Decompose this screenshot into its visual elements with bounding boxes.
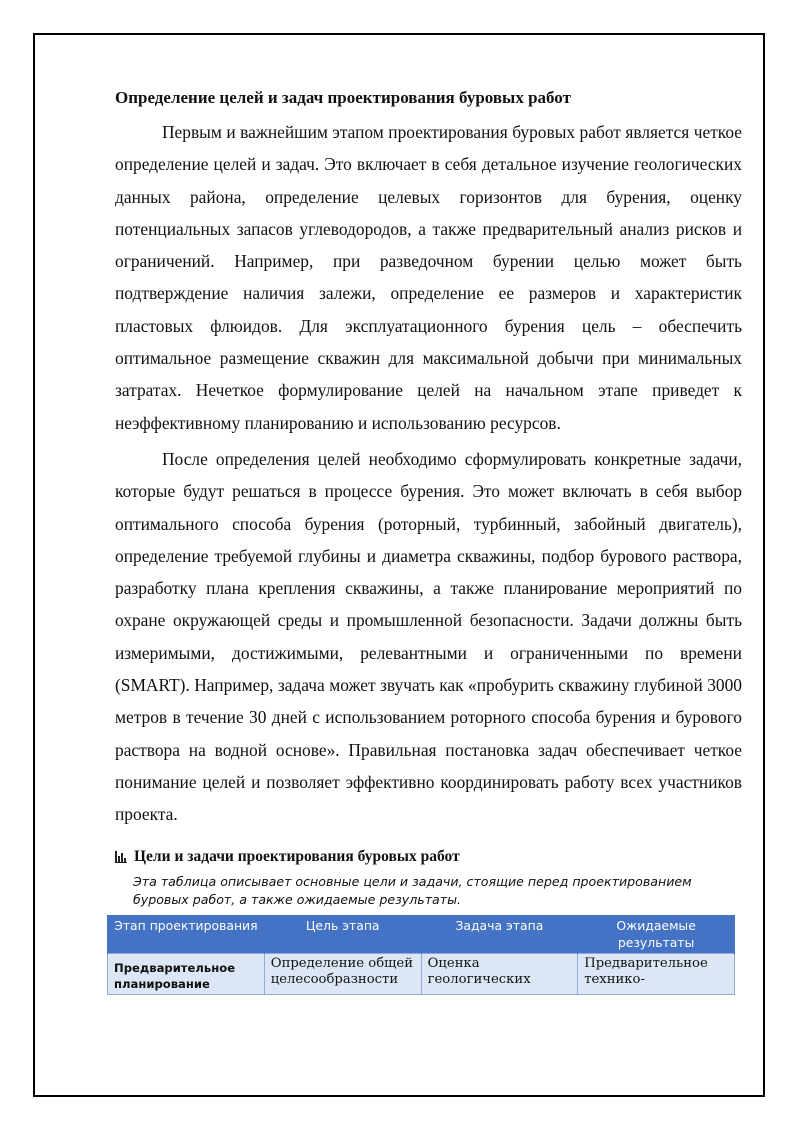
- bar-chart-icon: [115, 851, 127, 863]
- table-cell: Определение общей целесообразности: [264, 953, 421, 994]
- table-cell: Предварительное планирование: [108, 953, 265, 994]
- paragraph-2: После определения целей необходимо сформулировать конкретные задачи, которые будут решаться в процессе бурения. Это может включать в себя выбор оптимального способа бурения (роторный, турбинный, забойный двигатель), определение требуемой глубины и диаметра скважины, подбор бурового раствора, разработку плана крепления скважины, а также планирование мероприятий по охране окружающей среды и промышленной безопасности. Задачи должны быть измеримыми, достижимыми, релевантными и ограниченными по времени (SMART). Например, задача может звучать как «пробурить скважину глубиной 3000 метров в течение 30 дней с использованием роторного способа бурения и бурового раствора на водной основе». Правильная постановка задач обеспечивает четкое понимание целей и позволяет эффективно координировать работу всех участников проекта.: [115, 448, 742, 825]
- table-cell: Оценка геологических: [421, 953, 578, 994]
- table-header-cell: Цель этапа: [264, 915, 421, 954]
- table-caption: [115, 847, 742, 867]
- table-description: Эта таблица описывает основные цели и задачи, стоящие перед проектированием буровых работ, а также ожидаемые результаты.: [133, 873, 692, 907]
- document-body: [115, 86, 742, 995]
- table-header-cell: Ожидаемые результаты: [578, 915, 735, 954]
- table-header-cell: Задача этапа: [421, 915, 578, 954]
- table-header-cell: Этап проектирования: [108, 915, 265, 954]
- table-row: [108, 953, 735, 994]
- paragraph-1: Первым и важнейшим этапом проектирования буровых работ является четкое определение целей и задач. Это включает в себя детальное изучение геологических данных района, определение целевых горизонтов для бурения, оценку потенциальных запасов углеводородов, а также предварительный анализ рисков и ограничений. Например, при разведочном бурении целью может быть подтверждение наличия залежи, определение ее размеров и характеристик пластовых флюидов. Для эксплуатационного бурения цель – обеспечить оптимальное размещение скважин для максимальной добычи при минимальных затратах. Нечеткое формулирование целей на начальном этапе приведет к неэффективному планированию и использованию ресурсов.: [115, 122, 742, 433]
- table-caption-text: Цели и задачи проектирования буровых работ: [134, 847, 460, 865]
- table-cell: Предварительное технико-: [578, 953, 735, 994]
- goals-table: [107, 915, 735, 995]
- section-heading: Определение целей и задач проектирования буровых работ: [115, 88, 571, 107]
- table-header-row: [108, 915, 735, 954]
